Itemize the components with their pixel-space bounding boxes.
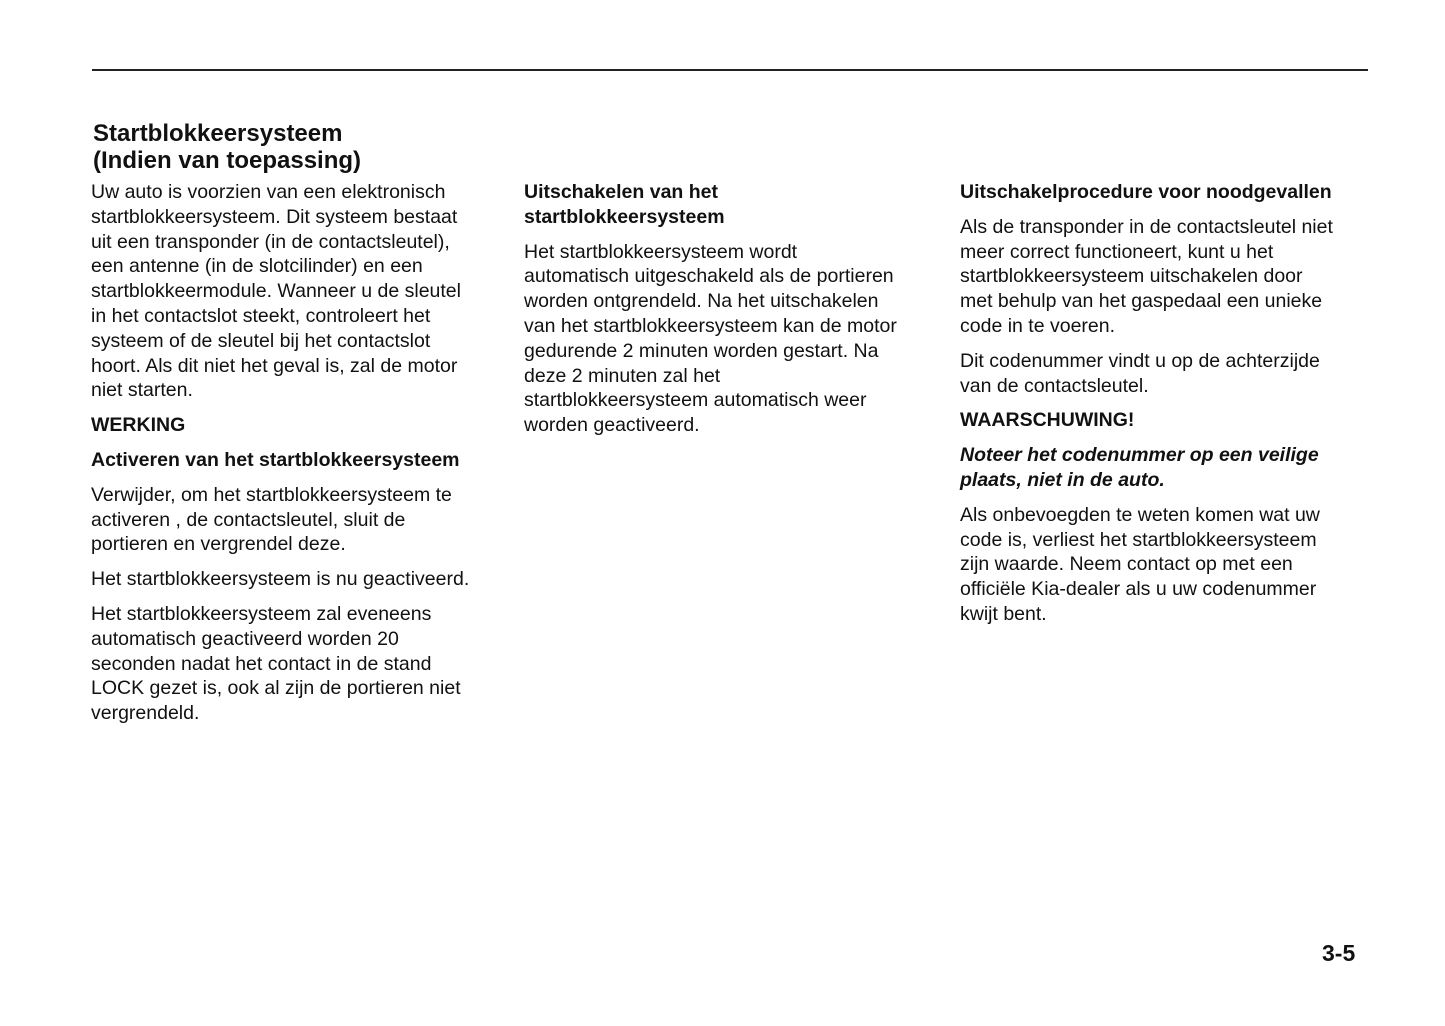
page-number: 3-5 (1322, 940, 1356, 966)
section-title: Startblokkeersysteem (Indien van toepassing) (93, 120, 362, 174)
warning-heading: WAARSCHUWING! (960, 409, 1135, 432)
activated-paragraph: Het startblokkeersysteem is nu geactiveerd. (91, 568, 470, 591)
code-location-paragraph: Dit codenummer vindt u op de achterzijde van de contactsleutel. (960, 349, 1320, 397)
emergency-heading: Uitschakelprocedure voor noodgevallen (960, 181, 1332, 203)
auto-activate-paragraph: Het startblokkeersysteem zal eveneens automatisch geactiveerd worden 20 seconden nadat het contact in de stand LOCK gezet is, ook al zijn de portieren niet vergrendeld. (91, 602, 461, 725)
column-left (91, 180, 503, 736)
activate-heading: Activeren van het startblokkeersysteem (91, 448, 460, 471)
deactivate-heading: Uitschakelen van het startblokkeersysteem (524, 181, 725, 228)
column-right (960, 180, 1372, 637)
activate-paragraph: Verwijder, om het startblokkeersysteem te activeren , de contactsleutel, sluit de portieren en vergrendel deze. (91, 483, 452, 556)
closing-paragraph: Als onbevoegden te weten komen wat uw code is, verliest het startblokkeersysteem zijn waarde. Neem contact op met een officiële Kia-dealer als u uw codenummer kwijt bent. (960, 503, 1320, 625)
header-rule (92, 69, 1368, 71)
warning-text: Noteer het codenummer op een veilige plaats, niet in de auto. (960, 444, 1319, 491)
deactivate-paragraph: Het startblokkeersysteem wordt automatisch uitgeschakeld als de portieren worden ontgrendeld. Na het uitschakelen van het startblokkeersysteem kan de motor gedurende 2 minuten worden gestart. Na deze 2 minuten zal het startblokkeersysteem automatisch weer worden geactiveerd. (524, 240, 897, 437)
emergency-paragraph: Als de transponder in de contactsleutel niet meer correct functioneert, kunt u het startblokkeersysteem uitschakelen door met behulp van het gaspedaal een unieke code in te voeren. (960, 215, 1333, 337)
intro-paragraph: Uw auto is voorzien van een elektronisch startblokkeersysteem. Dit systeem bestaat uit een transponder (in de contactsleutel), een antenne (in de slotcilinder) en een startblokkeermodule. Wanneer u de sleutel in het contactslot steekt, controleert het systeem of de sleutel bij het contactslot hoort. Als dit niet het geval is, zal de motor niet starten. (91, 181, 461, 402)
column-middle (524, 180, 936, 448)
werking-heading: WERKING (91, 414, 186, 437)
